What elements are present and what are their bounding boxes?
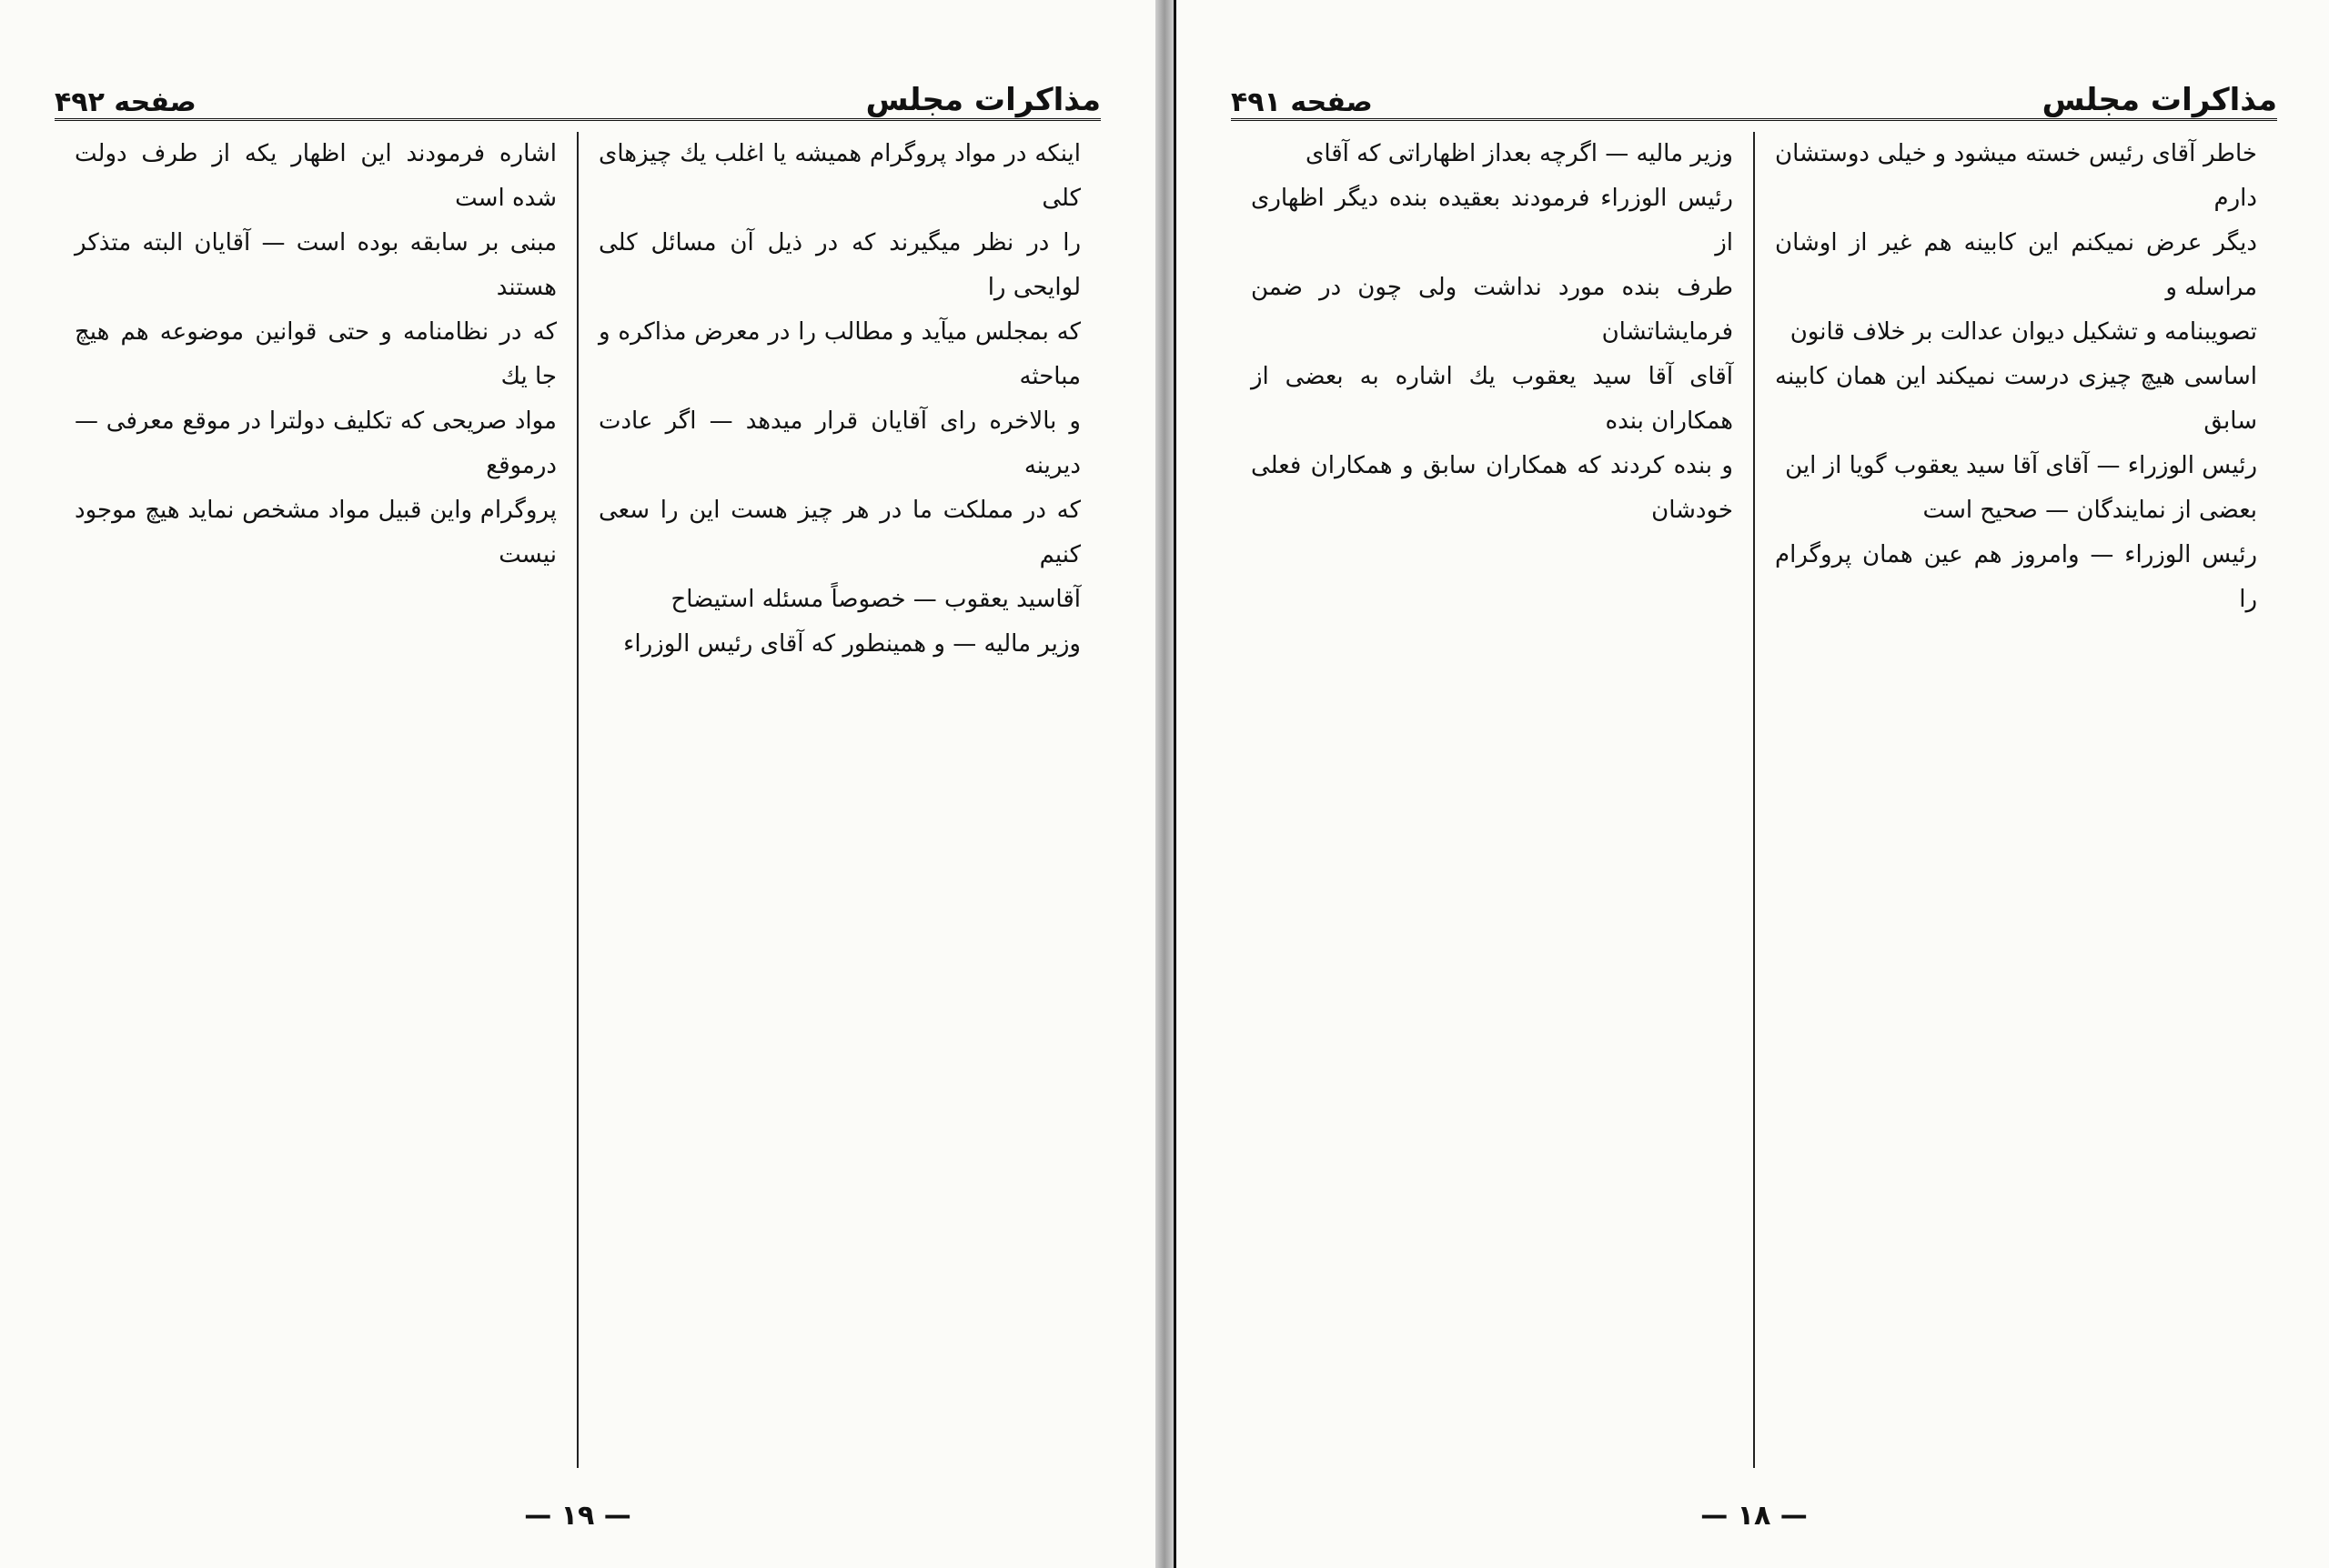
- text-line: آقاسید یعقوب — خصوصاً مسئله استیضاح: [670, 586, 1081, 613]
- left-page-right-column: [579, 132, 1101, 1468]
- text-line: رئیس الوزراء فرمودند بعقیده بنده دیگر اظهاری از: [1251, 185, 1733, 256]
- text-line: اساسی هیچ چیزی درست نمیکند این همان کابینه سابق: [1775, 363, 2257, 435]
- text-line: و بالاخره رای آقایان قرار میدهد — اگر عادت دیرینه: [599, 407, 1081, 479]
- text-line: پروگرام واین قبیل مواد مشخص نماید هیچ موجود نیست: [75, 497, 557, 568]
- text-line: آقای آقا سید یعقوب یك اشاره به بعضی از همکاران بنده: [1251, 363, 1733, 435]
- right-page-number: صفحه ۴۹۱: [1231, 86, 1373, 118]
- right-page: [1174, 0, 2329, 1568]
- right-page-right-column: [1755, 132, 2277, 1468]
- text-line: رئیس الوزراء — وامروز هم عین همان پروگرام را: [1775, 541, 2257, 613]
- left-page-left-column: [55, 132, 577, 1468]
- right-running-title: مذاکرات مجلس: [2042, 82, 2277, 118]
- text-line: که در نظامنامه و حتی قوانین موضوعه هم هیچ جا یك: [75, 318, 557, 390]
- right-page-left-column: [1231, 132, 1753, 1468]
- right-page-footer: — ۱۸ —: [1700, 1500, 1808, 1532]
- left-page: [0, 0, 1157, 1568]
- text-line: بعضی از نمایندگان — صحیح است: [1922, 497, 2257, 524]
- book-gutter: [1155, 0, 1174, 1568]
- text-line: و بنده کردند که همکاران سابق و همکاران فعلی خودشان: [1251, 452, 1733, 524]
- right-page-header: [1231, 55, 2277, 121]
- left-page-number: صفحه ۴۹۲: [55, 86, 197, 118]
- left-running-title: مذاکرات مجلس: [865, 82, 1101, 118]
- text-line: مبنی بر سابقه بوده است — آقایان البته متذکر هستند: [75, 229, 557, 301]
- text-line: طرف بنده مورد نداشت ولی چون در ضمن فرمایشاتشان: [1251, 274, 1733, 346]
- text-line: اینکه در مواد پروگرام همیشه یا اغلب یك چیزهای کلی: [599, 140, 1081, 212]
- text-line: که بمجلس میآید و مطالب را در معرض مذاکره و مباحثه: [599, 318, 1081, 390]
- text-line: مواد صریحی که تکلیف دولترا در موقع معرفی — درموقع: [75, 407, 557, 479]
- text-line: اشاره فرمودند این اظهار یکه از طرف دولت شده است: [75, 140, 557, 212]
- text-line: رئیس الوزراء — آقای آقا سید یعقوب گویا از این: [1785, 452, 2257, 479]
- text-line: را در نظر میگیرند که در ذیل آن مسائل کلی لوایحی را: [599, 229, 1081, 301]
- text-line: که در مملکت ما در هر چیز هست این را سعی کنیم: [599, 497, 1081, 568]
- text-line: تصویبنامه و تشکیل دیوان عدالت بر خلاف قانون: [1790, 318, 2257, 346]
- right-page-columns: [1231, 132, 2277, 1468]
- text-line: وزیر مالیه — و همینطور که آقای رئیس الوزراء: [623, 630, 1081, 658]
- left-page-footer: — ۱۹ —: [524, 1500, 631, 1532]
- left-page-header: [55, 55, 1101, 121]
- text-line: وزیر مالیه — اگرچه بعداز اظهاراتی که آقای: [1305, 140, 1733, 167]
- text-line: خاطر آقای رئیس خسته میشود و خیلی دوستشان دارم: [1775, 140, 2257, 212]
- text-line: دیگر عرض نمیکنم این کابینه هم غیر از اوشان مراسله و: [1775, 229, 2257, 301]
- left-page-columns: [55, 132, 1101, 1468]
